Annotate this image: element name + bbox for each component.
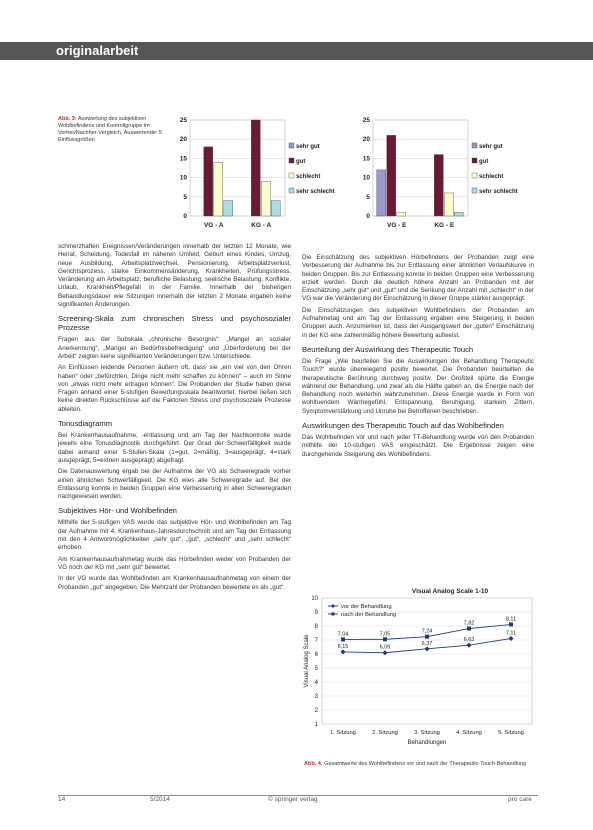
y-tick-label: 5 — [366, 193, 370, 201]
legend-label: schlecht — [296, 174, 321, 180]
y-tick-label: 10 — [311, 596, 318, 602]
bar — [444, 193, 453, 216]
paragraph: schmerzhaften Ereignissen/Veränderungen innerhalb der letzten 12 Monate, wie Heirat, Scheidung, Todesfall im näheren Umfeld, Geburt eines Kindes, Umzug, neue Ausbildung, Arbeitsplatzwechsel, Pensionierung, Arbeitsplatzverlust, Gerichtsprozess, starke Einkommensänderung, Krankheiten, Prüfungsstress, Veränderung am Arbeitsplatz, berufliche Belastung, seelische Belastung, Konflikte, Urlaub, Krankheit/Pflegefall in der Familie. Innerhalb der bisherigen Behandlungsdauer wie Sitzungen innerhalb der letzten 2 Monate ergaben keine signifikanten Änderungen. — [58, 243, 291, 309]
line-chart-caption-text: Gesamtwerte des Wohlbefindens vor und nach der Therapeutic-Touch-Behandlung — [324, 761, 527, 767]
bar-chart-discharge — [353, 114, 533, 239]
bar — [454, 212, 463, 216]
section-header-bar — [0, 42, 593, 60]
figure-caption-text: Auswertung des subjektiven Wohlbefindens und Kontrollgruppe im Vorher/Nachher-Vergleich, Auswertende: 5 Einflussgrößen — [58, 116, 162, 143]
page-footer — [0, 790, 593, 810]
paragraph: Bei Krankenhausaufnahme, -entlassung und am Tag der Nachkontrolle wurde jeweils eine Tonusdiagnostik durchgeführt. Der Grad der Schwerfälligkeit wurde dabei anhand einer 5-Stufen-Skala (1=gut, 2=mäßig, 3=ausgeprägt, 4=stark ausgeprägt, 5=extrem ausgeprägt) abgefragt. — [58, 432, 291, 464]
data-point — [383, 637, 387, 641]
legend-label: nach der Behandlung — [341, 612, 397, 618]
legend-label: gut — [296, 159, 306, 165]
bar-chart-admission — [170, 114, 350, 239]
section-heading: Screening-Skala zum chronischen Stress und psychosozialer Prozesse — [58, 314, 291, 333]
y-tick-label: 15 — [179, 155, 187, 163]
bar — [434, 155, 443, 216]
x-tick-label: KG - E — [434, 222, 455, 229]
x-tick-label: VG - E — [386, 222, 407, 229]
bar — [271, 201, 280, 216]
bar — [377, 170, 386, 216]
paragraph: Die Datenauswertung ergab bei der Aufnahme der VG als Schweregrade vorher einen ähnlichen Schwerfälligkeit. Die KG wies alle Schweregrade auf. Bei der Entlassung konnte in beiden Gruppen eine Verbesserung in allen Schweregraden nachgewiesen werden. — [58, 468, 291, 501]
right-column — [302, 254, 534, 462]
paragraph: Fragen aus der Subskala „chronische Besorgnis“: „Mangel an sozialer Anerkennung“, „Mangel an Bedürfnisbefriedigung“ und „Überforderung bei der Arbeit“ zeigten keine signifikanten Veränderungen bzw. Unterschiede. — [58, 336, 291, 360]
chart-title: Visual Analog Scale 1-10 — [411, 588, 489, 595]
figure-caption-label: Abb. 3: — [58, 116, 77, 122]
x-tick-label: 3. Sitzung — [414, 730, 440, 736]
y-tick-label: 20 — [179, 136, 187, 144]
y-tick-label: 15 — [362, 155, 370, 163]
legend-label: sehr schlecht — [296, 189, 335, 195]
x-tick-label: VG - A — [203, 222, 224, 229]
legend-swatch — [289, 188, 294, 193]
legend-swatch — [289, 173, 294, 178]
legend-label: schlecht — [479, 174, 504, 180]
legend-swatch — [289, 158, 294, 163]
y-tick-label: 0 — [183, 213, 187, 220]
line-chart-vas — [300, 582, 536, 760]
x-tick-label: 5. Sitzung — [498, 730, 524, 736]
x-axis-label: Behandlungen — [407, 740, 447, 746]
legend-swatch — [472, 173, 477, 178]
x-tick-label: KG - A — [251, 222, 272, 229]
x-tick-label: 4. Sitzung — [456, 730, 482, 736]
y-tick-label: 20 — [362, 136, 370, 144]
line-chart-caption — [304, 761, 534, 768]
y-tick-label: 6 — [314, 652, 318, 658]
y-tick-label: 3 — [314, 694, 318, 700]
data-label: 6,09 — [379, 644, 391, 651]
y-tick-label: 9 — [314, 610, 318, 616]
bar — [397, 212, 406, 216]
bar — [251, 120, 260, 216]
data-point — [425, 635, 429, 639]
data-label: 7,82 — [463, 620, 475, 627]
legend-marker — [332, 613, 335, 616]
publisher: © springer verlag — [268, 796, 318, 803]
data-label: 6,15 — [337, 643, 349, 650]
y-tick-label: 0 — [366, 213, 370, 220]
page-number: 14 — [58, 796, 66, 803]
x-tick-label: 2. Sitzung — [372, 730, 398, 736]
section-heading: Subjektives Hör- und Wohlbefinden — [58, 506, 177, 516]
y-tick-label: 10 — [179, 174, 187, 182]
section-heading: Auswirkungen des Therapeutic Touch auf das Wohlbefinden — [302, 421, 504, 431]
y-tick-label: 7 — [314, 638, 318, 644]
data-label: 7,04 — [337, 631, 349, 638]
bar — [387, 135, 396, 216]
legend-swatch — [472, 158, 477, 163]
paragraph: An Einflüssen leidende Personen äußern oft, dass sie „ein viel von den Ohren haben“ oder „befürchten, Dinge nicht mehr schaffen zu können“ – auch im Sinne von „etwas nicht mehr ertragen können“. Die Probanden der Studie haben diese Fragen anhand einer 5-stufigen Bewertungsskala beantwortet; hierbei ließen sich keine direkten Rückschlüsse auf die Faktoren Stress und psychosoziale Prozesse ableiten. — [58, 364, 291, 413]
y-tick-label: 1 — [314, 722, 318, 728]
y-axis-label: Visual Analog Scale — [304, 634, 310, 688]
data-label: 7,24 — [421, 628, 433, 635]
paragraph: Die Frage „Wie beurteilen Sie die Auswirkungen der Behandlung Therapeutic Touch?“ wurde überwiegend positiv bewertet. Die Probanden beurteilten die therapeutische Berührung durchweg positiv. Der Großteil spürte die Energie während der Behandlung, und zwar als die Hälfte gaben an, die Energie nach der Behandlung noch weiterhin wahrzunehmen. Diese Energie wurde in Form von wohltuendem Wärmegefühl, Entspannung, Beruhigung, starkem Zittern, Symptomverstärkung und Unruhe bei Betroffenen beschrieben. — [302, 357, 534, 415]
y-tick-label: 8 — [314, 624, 318, 630]
bar — [224, 201, 233, 216]
section-title: originalarbeit — [56, 43, 139, 58]
y-tick-label: 10 — [362, 174, 370, 182]
y-tick-label: 2 — [314, 708, 318, 714]
y-tick-label: 5 — [183, 193, 187, 201]
paragraph: Die Einschätzung des subjektiven Hörbefindens der Probanden zeigt eine Verbesserung der Aufnahme bis zur Entlassung einer ähnlichen Verlaufskurve in beiden Gruppen. Bis zur Entlassung konnte in beiden Gruppen eine Verbesserung erzielt werden. Durch die deutlich höhere Anzahl an Probanden mit der Einschätzung „sehr gut“ und „gut“ und die Senkung der Anzahl mit „schlecht“ in der VG war die Veränderung der Einschätzung in dieser Gruppe stärker ausgeprägt. — [302, 254, 534, 303]
section-heading: Beurteilung der Auswirkung des Therapeutic Touch — [302, 344, 474, 354]
section-heading: Tonusdiagramm — [58, 419, 113, 429]
legend-swatch — [289, 143, 294, 148]
data-point — [467, 627, 471, 631]
paragraph: Am Krankenhausaufnahmetag wurde das Hörbefinden weder von Probanden der VG noch der KG mit „sehr gut“ bewertet. — [58, 555, 291, 571]
y-tick-label: 4 — [314, 680, 318, 686]
data-label: 6,37 — [421, 640, 433, 647]
figure-caption — [58, 116, 166, 144]
left-column — [58, 243, 291, 595]
legend-swatch — [472, 143, 477, 148]
y-tick-label: 25 — [362, 117, 370, 124]
data-label: 7,11 — [505, 630, 517, 637]
legend-label: gut — [479, 159, 489, 165]
paragraph: Mithilfe der 5-stufigen VAS wurde das subjektive Hör- und Wohlbefinden am Tag der Aufnahme mit 4, Krankenhaus-Jahresdurchschnitt und am Tag der Entlassung mit den 4 Antwortmöglichkeiten „sehr gut“, „gut“, „schlecht“ und „sehr schlecht“ erhoben. — [58, 519, 291, 552]
legend-label: sehr gut — [296, 144, 320, 150]
legend-swatch — [472, 188, 477, 193]
x-tick-label: 1. Sitzung — [330, 730, 356, 736]
paragraph: Die Einschätzungen des subjektiven Wohlbefindens der Probanden am Aufnahmetag und am Tag der Entlassung ergaben eine Steigerung in beiden Gruppen auch. Anzumerken ist, dass der Ausgangswert der „guten“ Einschätzung in der KG eine zahlenmäßig höhere Bewertung aufweist. — [302, 306, 534, 339]
paragraph: In der VG wurde das Wohlbefinden am Krankenhausaufnahmetag von einem der Probanden „gut“ angegeben. Die Mehrzahl der Probanden bewertete es als „gut“. — [58, 575, 291, 591]
y-tick-label: 25 — [179, 117, 187, 124]
data-label: 8,11 — [505, 616, 517, 623]
legend-label: sehr schlecht — [479, 189, 518, 195]
bar — [204, 147, 213, 216]
paragraph: Das Wohlbefinden vor und nach jeder TT-Behandlung wurde von den Probanden mithilfe der 10-stufigen VAS eingeschätzt. Die Ergebnisse zeigen eine durchgehende Steigerung des Wohlbefindens. — [302, 434, 534, 458]
data-label: 7,05 — [379, 631, 391, 638]
data-point — [341, 637, 345, 641]
journal-name: pro care — [508, 796, 532, 803]
y-tick-label: 5 — [314, 666, 318, 672]
line-chart-caption-label: Abb. 4: — [304, 761, 323, 767]
issue-number: 5/2014 — [150, 796, 170, 803]
legend-label: sehr gut — [479, 144, 503, 150]
legend-label: vor der Behandlung — [341, 604, 392, 610]
data-label: 6,63 — [463, 637, 475, 644]
bar — [214, 162, 223, 216]
bar — [261, 181, 270, 216]
data-point — [509, 622, 513, 626]
